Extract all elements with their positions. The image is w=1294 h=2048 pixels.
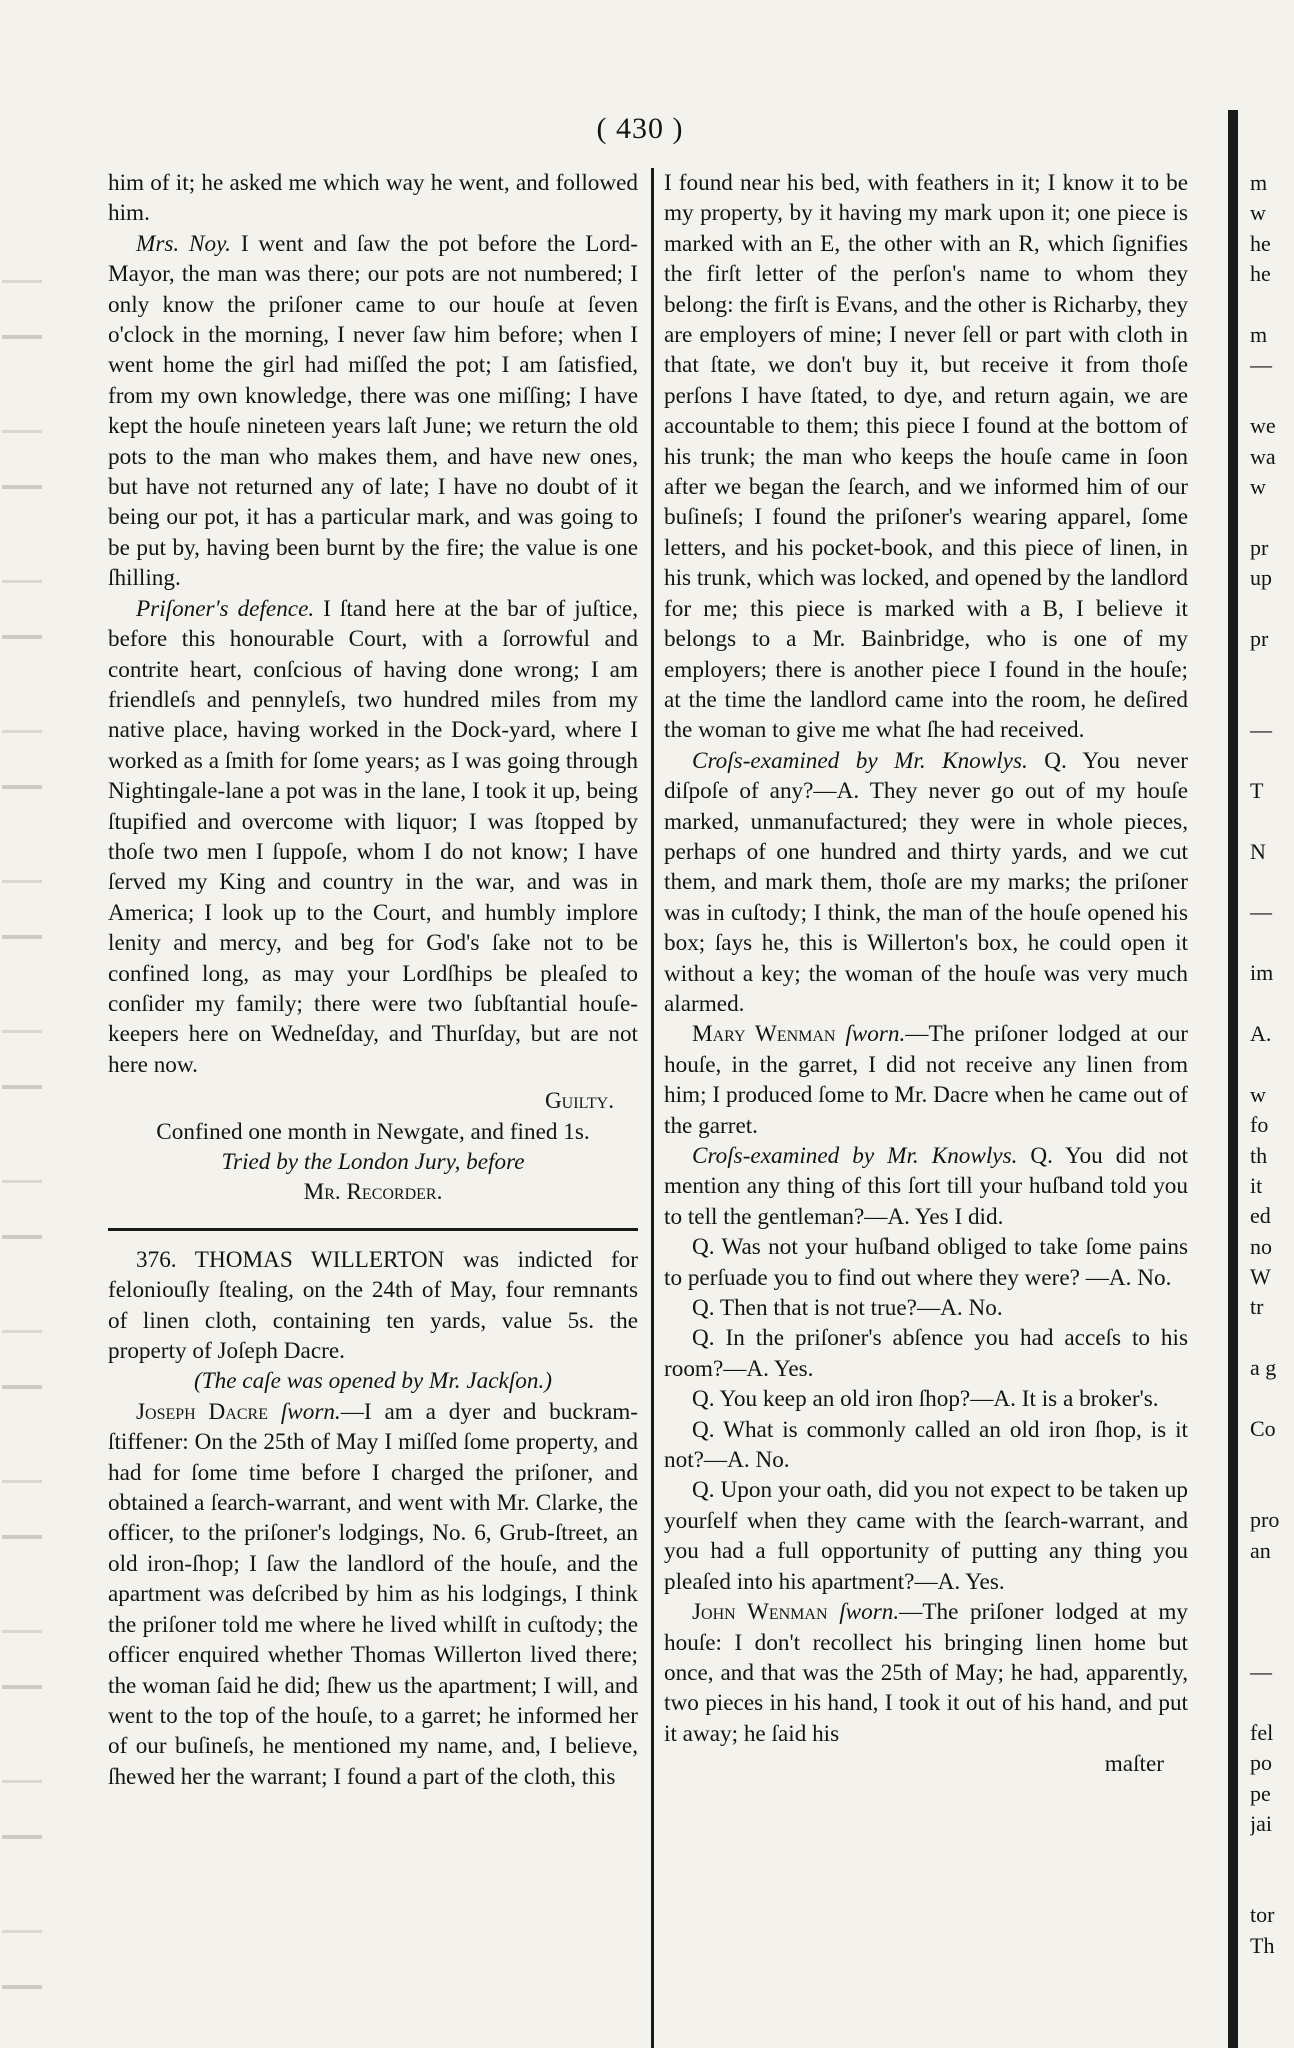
adjacent-line: ed	[1250, 1203, 1271, 1229]
adjacent-line	[1250, 1475, 1294, 1505]
adjacent-line: —	[1250, 1659, 1272, 1685]
paragraph	[108, 229, 638, 594]
adjacent-line	[1250, 1049, 1294, 1079]
adjacent-line	[1250, 1596, 1294, 1626]
question-answer: Q. You keep an old iron ſhop?—A. It is a broker's.	[692, 1386, 1159, 1413]
adjacent-line	[1250, 1323, 1294, 1353]
adjacent-line	[1250, 290, 1294, 320]
adjacent-line	[1250, 1688, 1294, 1718]
question-answer: Q. Upon your oath, did you not expect to be taken up yourſelf when they came with the ſearch-warrant, and you had a full opportunity of putting any thing you pleaſed into his apartment?—A. Yes.	[664, 1477, 1188, 1595]
adjacent-line: wa	[1250, 443, 1276, 469]
cross-exam-text: Q. You did not mention any thing of this ſort till your huſband told you to tell the gentleman?—A. Yes I did.	[664, 1143, 1188, 1230]
adjacent-line: po	[1250, 1750, 1272, 1776]
cross-exam-text: Q. You never diſpoſe of any?—A. They never go out of my houſe marked, unmanufactured; they were in whole pieces, perhaps of one hundred and thirty yards, and we cut them, and mark them, thoſe are my marks; the priſoner was in cuſtody; I think, the man of the houſe opened his box; ſays he, this is Willerton's box, he could open it without a key; the woman of the houſe was very much alarmed.	[664, 747, 1188, 1017]
paragraph-text: I went and ſaw the pot before the Lord-Mayor, the man was there; our pots are not numbered; I only know the priſoner came to our houſe at ſeven o'clock in the morning, I never ſaw him before; when I went home the girl had miſſed the pot; I am ſatisfied, from my own knowledge, there was one miſſing; I have kept the houſe nineteen years laſt June; we return the old pots to the man who makes them, and have new ones, but have not returned any of late; I have no doubt of it being our pot, it has a particular mark, and was going to be put by, having been burnt by the fire; the value is one ſhilling.	[108, 230, 638, 592]
case-opened-note	[108, 1366, 638, 1396]
page-number: ( 430 )	[596, 112, 684, 145]
adjacent-line: w	[1250, 1081, 1266, 1107]
question-answer: Q. In the priſoner's abſence you had acceſs to his room?—A. Yes.	[664, 1325, 1188, 1382]
cross-exam-label: Croſs-examined by Mr. Knowlys.	[692, 1143, 1018, 1169]
adjacent-line: he	[1250, 261, 1271, 287]
witness-name: John Wenman	[692, 1599, 828, 1626]
sworn-label: ſworn.	[280, 1398, 341, 1425]
witness-name: Mary Wenman	[692, 1021, 836, 1048]
case-number: 376.	[136, 1246, 177, 1273]
judge-name: Mr. Recorder.	[303, 1179, 443, 1206]
page-edge-shadow	[1228, 110, 1238, 2048]
speaker-label: Priſoner's defence.	[136, 595, 315, 622]
right-column	[664, 168, 1188, 1780]
sworn-label: ſworn.	[845, 1021, 906, 1048]
testimony-text: —The priſoner lodged at my houſe: I don't recollect his bringing linen home but once, and that was the 25th of May; he had, apparently, two pieces in his hand, I took it out of his hand, and put it away; he ſaid his	[664, 1599, 1188, 1747]
adjacent-line: an	[1250, 1537, 1271, 1563]
adjacent-line: W	[1250, 1264, 1271, 1290]
adjacent-line: —	[1250, 717, 1272, 743]
adjacent-line: m	[1250, 170, 1268, 195]
adjacent-line	[1250, 806, 1294, 836]
adjacent-line	[1250, 745, 1294, 775]
testimony-text: —I am a dyer and buckram-ſtiffener: On the 25th of May I miſſed ſome property, and had for ſome time before I charged the priſoner, and obtained a ſearch-warrant, and went with Mr. Clarke, the officer, to the priſoner's lodgings, No. 6, Grub-ſtreet, an old iron-ſhop; I ſaw the landlord of the houſe, and the apartment was deſcribed by him as his lodgings, I think the priſoner told me where he lived whilſt in cuſtody; the officer enquired whether Thomas Willerton lived there; the woman ſaid he did; ſhew us the apartment; I will, and went to the top of the houſe, to a garret; he informed her of our buſineſs, he mentioned my name, and, I believe, ſhewed her the warrant; I found a part of the cloth, this	[108, 1398, 638, 1790]
adjacent-line	[1250, 593, 1294, 623]
paragraph: him of it; he asked me which way he went, and followed him.	[108, 170, 638, 227]
adjacent-line: T	[1250, 777, 1264, 803]
adjacent-line: pr	[1250, 625, 1269, 651]
adjacent-line: no	[1250, 1233, 1272, 1259]
adjacent-line	[1250, 685, 1294, 715]
adjacent-line	[1250, 502, 1294, 532]
question-answer: Q. What is commonly called an old iron ſhop, is it not?—A. No.	[664, 1416, 1188, 1474]
adjacent-line: pro	[1250, 1507, 1280, 1533]
adjacent-line: it	[1250, 1172, 1263, 1198]
defendant-name: THOMAS WILLERTON	[194, 1246, 445, 1273]
adjacent-line	[1250, 989, 1294, 1019]
adjacent-line: up	[1250, 565, 1272, 591]
paragraph-text: I ſtand here at the bar of juſtice, before this honourable Court, with a ſorrowful and contrite heart, conſcious of having done wrong; I am friendleſs and pennyleſs, two hundred miles from my native place, having worked in the Dock-yard, where I worked as a ſmith for ſome years; as I was going through Nightingale-lane a pot was in the lane, I took it up, being ſtupified and overcome with liquor; I was ſtopped by thoſe two men I ſuppoſe, whom I do not know; I have ſerved my King and country in the war, and was in America; I look up to the Court, and humbly implore lenity and mercy, and beg for God's ſake not to be confined long, as may your Lordſhips be pleaſed to conſider my family; there were two ſubſtantial houſe-keepers here on Wedneſday, and Thurſday, but are not here now.	[108, 595, 638, 1078]
adjacent-line: fel	[1250, 1719, 1274, 1745]
adjacent-line: pe	[1250, 1780, 1271, 1806]
adjacent-line: Th	[1250, 1932, 1275, 1958]
case-heading	[108, 1245, 638, 1367]
adjacent-line: w	[1250, 473, 1266, 499]
adjacent-line: im	[1250, 960, 1274, 986]
sentence: Confined one month in Newgate, and fined 1s.	[156, 1118, 590, 1145]
testimony-text: —The priſoner lodged at our houſe, in the garret, I did not receive any linen from him; I produced ſome to Mr. Dacre when he came out of the garret.	[664, 1021, 1189, 1139]
adjacent-line	[1250, 1627, 1294, 1657]
sworn-label: ſworn.	[839, 1599, 900, 1626]
adjacent-line: he	[1250, 230, 1271, 256]
adjacent-line	[1250, 381, 1294, 411]
witness-name: Joseph Dacre	[136, 1398, 268, 1425]
witness-testimony	[664, 1019, 1188, 1141]
adjacent-line: fo	[1250, 1112, 1269, 1138]
left-column	[108, 168, 638, 1792]
verdict: Guilty.	[544, 1088, 614, 1115]
speaker-label: Mrs. Noy.	[136, 230, 231, 257]
adjacent-line: we	[1250, 413, 1276, 439]
adjacent-line: tr	[1250, 1294, 1264, 1320]
adjacent-line	[1250, 867, 1294, 897]
cross-exam-label: Croſs-examined by Mr. Knowlys.	[692, 747, 1028, 774]
adjacent-line: tor	[1250, 1902, 1275, 1928]
catchword: maſter	[1104, 1751, 1164, 1778]
question-answer: Q. Then that is not true?—A. No.	[692, 1295, 1003, 1322]
adjacent-line: m	[1250, 321, 1268, 347]
adjacent-line: jai	[1250, 1811, 1272, 1837]
adjacent-line: th	[1250, 1142, 1268, 1168]
adjacent-line	[1250, 928, 1294, 958]
witness-testimony	[108, 1397, 638, 1792]
question-answer: Q. Was not your huſband obliged to take ſome pains to perſuade you to find out where they were? —A. No.	[664, 1234, 1188, 1291]
adjacent-line: a g	[1250, 1355, 1277, 1381]
adjacent-line	[1250, 1444, 1294, 1474]
adjacent-line: Co	[1250, 1416, 1276, 1442]
cross-examination	[664, 746, 1188, 1020]
indictment-text: was indicted for feloniouſly ſtealing, on the 24th of May, four remnants of linen cloth, containing ten yards, value 5s. the property of Joſeph Dacre.	[108, 1246, 638, 1365]
paragraph: I found near his bed, with feathers in it; I know it to be my property, by it having my mark upon it; one piece is marked with an E, the other with an R, which ſignifies the firſt letter of the perſon's name to whom they belong: the firſt is Evans, and the other is Richarby, they are employers of mine; I never ſell or part with cloth in that ſtate, we don't buy it, but receive it from thoſe perſons I have ſtated, to dye, and return again, we are accountable to them; this piece I found at the bottom of his trunk; the man who keeps the houſe came in ſoon after we began the ſearch, and we informed him of our buſineſs; I found the priſoner's wearing apparel, ſome letters, and his pocket-book, and this piece of linen, in his trunk, which was locked, and opened by the landlord for me; this piece is marked with a B, I believe it belongs to a Mr. Bainbridge, who is one of my employers; there is another piece I found in the houſe; at the time the landlord came into the room, he deſired the woman to give me what ſhe had received.	[664, 170, 1188, 744]
adjacent-line: pr	[1250, 534, 1269, 560]
cross-examination	[664, 1141, 1188, 1232]
adjacent-line: N	[1250, 838, 1266, 864]
column-rule	[651, 168, 654, 2048]
adjacent-line: w	[1250, 200, 1266, 226]
tried-judge	[108, 1177, 638, 1207]
adjacent-page-fragment	[1250, 168, 1294, 2048]
adjacent-line: —	[1250, 899, 1272, 925]
adjacent-line	[1250, 654, 1294, 684]
tried-text: Tried by the London Jury, before	[221, 1149, 525, 1175]
adjacent-line	[1250, 1839, 1294, 1869]
scan-gutter-noise	[2, 240, 42, 2000]
adjacent-line	[1250, 1384, 1294, 1414]
adjacent-line	[1250, 1566, 1294, 1596]
paragraph	[108, 594, 638, 1081]
witness-testimony	[664, 1597, 1188, 1749]
adjacent-line: —	[1250, 352, 1272, 378]
section-divider	[108, 1228, 638, 1231]
opened-text: (The caſe was opened by Mr. Jackſon.)	[193, 1368, 552, 1395]
adjacent-line: A.	[1250, 1020, 1272, 1046]
adjacent-line	[1250, 1870, 1294, 1900]
tried-line	[108, 1147, 638, 1177]
